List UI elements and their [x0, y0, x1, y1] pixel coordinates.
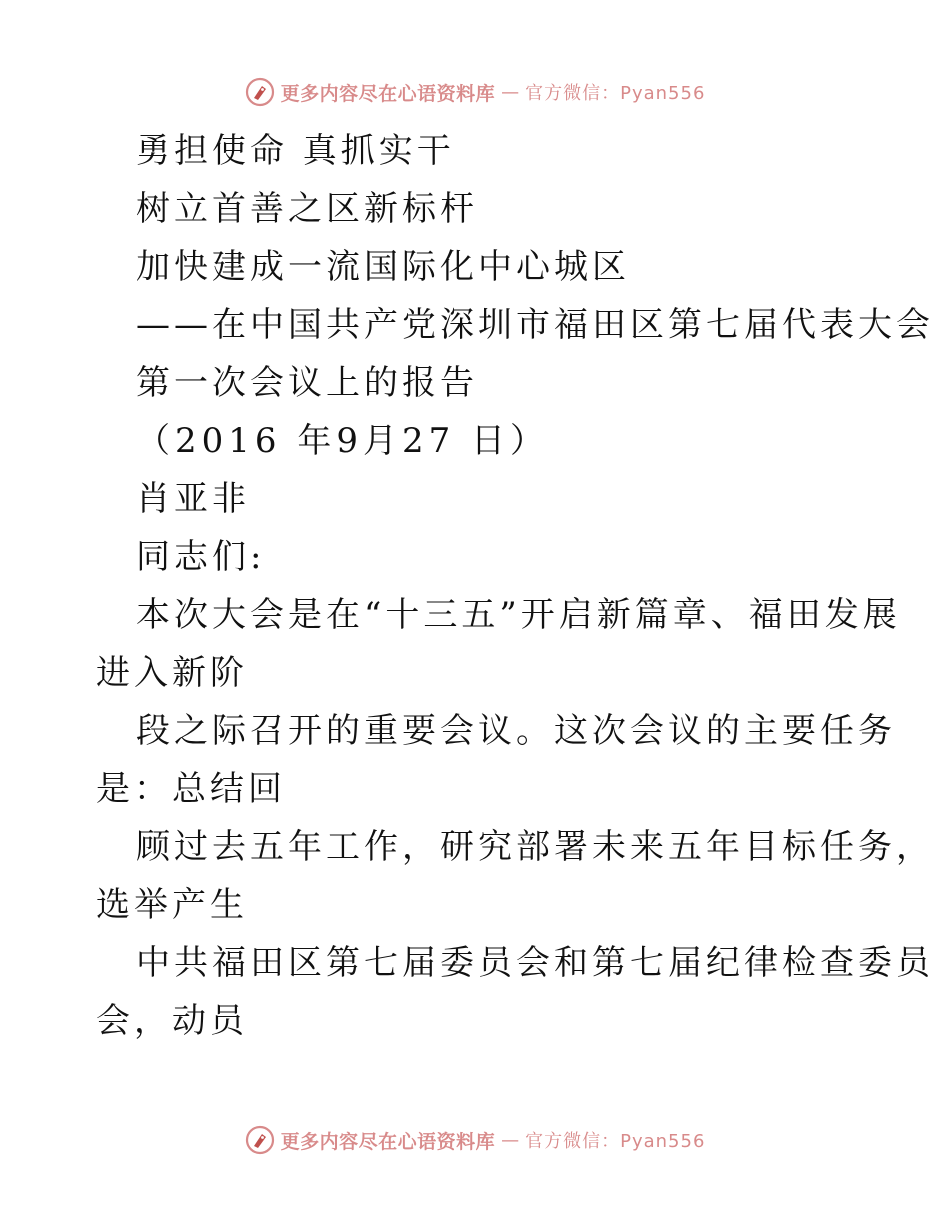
watermark-separator: —	[501, 1129, 520, 1151]
watermark-separator: —	[501, 81, 520, 103]
watermark-wechat: 官方微信：Pyan556	[525, 83, 706, 104]
watermark-wechat: 官方微信：Pyan556	[525, 1131, 706, 1152]
footer-watermark	[0, 1120, 950, 1160]
title-line-1: 勇担使命 真抓实干	[136, 131, 455, 171]
body-line: 本次大会是在“十三五”开启新篇章、福田发展	[136, 595, 901, 635]
pen-nib-logo-icon	[245, 77, 275, 107]
header-watermark	[0, 72, 950, 112]
title-line-2: 树立首善之区新标杆	[136, 189, 478, 229]
body-line: 是：总结回	[96, 769, 286, 809]
title-line-3: 加快建成一流国际化中心城区	[136, 247, 630, 287]
subtitle-line-1: ——在中国共产党深圳市福田区第七届代表大会	[136, 305, 934, 345]
body-line: 选举产生	[96, 885, 248, 925]
body-line: 中共福田区第七届委员会和第七届纪律检查委员	[136, 943, 934, 983]
subtitle-line-2: 第一次会议上的报告	[136, 363, 478, 403]
report-date: （2016 年9月27 日）	[136, 421, 550, 461]
body-line: 段之际召开的重要会议。这次会议的主要任务	[136, 711, 896, 751]
salutation: 同志们:	[136, 537, 266, 577]
document-body	[96, 122, 934, 1050]
pen-nib-logo-icon	[245, 1125, 275, 1155]
author-name: 肖亚非	[136, 479, 250, 519]
body-line: 顾过去五年工作，研究部署未来五年目标任务，	[136, 827, 934, 867]
watermark-text: 更多内容尽在心语资料库	[280, 82, 496, 105]
body-line: 进入新阶	[96, 653, 248, 693]
watermark-text: 更多内容尽在心语资料库	[280, 1130, 496, 1153]
body-line: 会，动员	[96, 1001, 248, 1041]
